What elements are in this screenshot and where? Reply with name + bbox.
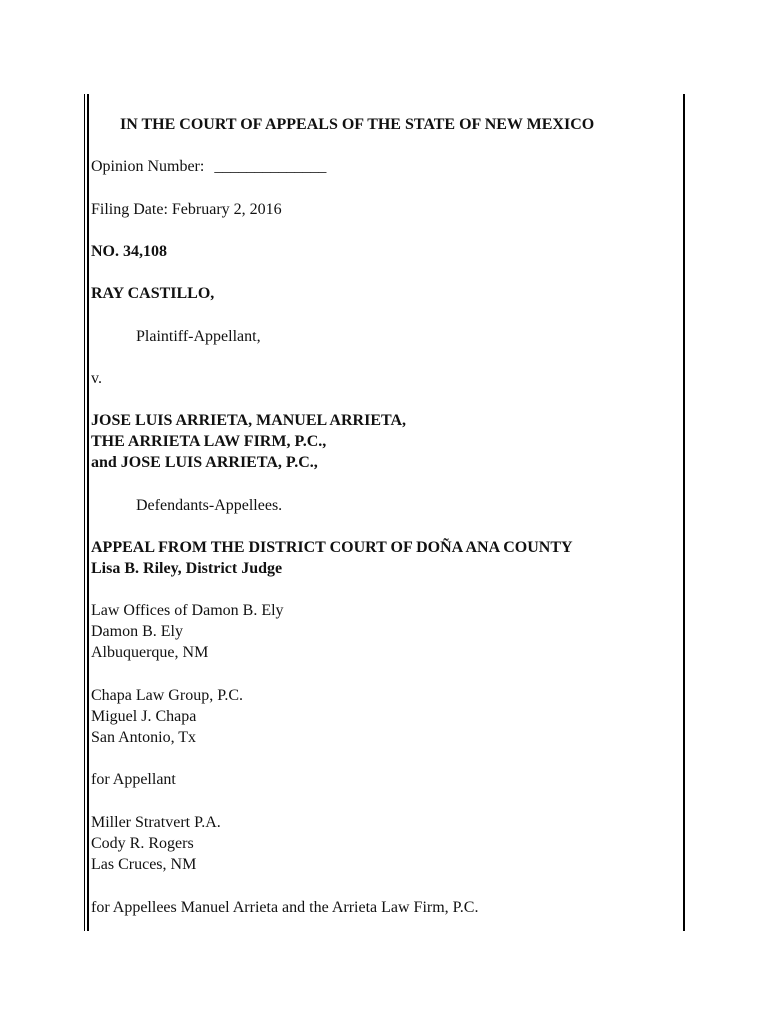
opinion-number <box>91 156 326 177</box>
counsel-1-location: Albuquerque, NM <box>91 644 209 661</box>
filing-date: Filing Date: February 2, 2016 <box>91 201 282 218</box>
counsel-3-location: Las Cruces, NM <box>91 856 197 873</box>
opinion-number-label: Opinion Number: <box>91 158 205 175</box>
defendant-line-2: THE ARRIETA LAW FIRM, P.C., <box>91 433 327 450</box>
counsel-1-attorney: Damon B. Ely <box>91 623 183 640</box>
plaintiff-name: RAY CASTILLO, <box>91 285 215 302</box>
counsel-2-location: San Antonio, Tx <box>91 729 197 746</box>
counsel-3-attorney: Cody R. Rogers <box>91 835 194 852</box>
left-margin-rule-inner <box>87 94 89 931</box>
counsel-1-firm: Law Offices of Damon B. Ely <box>91 602 284 619</box>
right-margin-rule <box>683 94 685 931</box>
defendant-line-3: and JOSE LUIS ARRIETA, P.C., <box>91 454 318 471</box>
counsel-3-firm: Miller Stratvert P.A. <box>91 814 221 831</box>
appeal-from: APPEAL FROM THE DISTRICT COURT OF DOÑA ANA COUNTY <box>91 539 573 556</box>
district-judge: Lisa B. Riley, District Judge <box>91 560 283 577</box>
plaintiff-role: Plaintiff-Appellant, <box>136 328 261 345</box>
for-appellant: for Appellant <box>91 771 176 788</box>
counsel-2-attorney: Miguel J. Chapa <box>91 708 197 725</box>
counsel-2-firm: Chapa Law Group, P.C. <box>91 687 243 704</box>
opinion-number-value: ______________ <box>214 158 327 175</box>
court-title: IN THE COURT OF APPEALS OF THE STATE OF NEW MEXICO <box>120 116 595 133</box>
defendant-line-1: JOSE LUIS ARRIETA, MANUEL ARRIETA, <box>91 412 407 429</box>
left-margin-rule-outer <box>84 94 85 931</box>
case-number: NO. 34,108 <box>91 243 167 260</box>
versus: v. <box>91 370 102 387</box>
defendants-role: Defendants-Appellees. <box>136 497 283 514</box>
for-appellees: for Appellees Manuel Arrieta and the Arrieta Law Firm, P.C. <box>91 899 479 916</box>
